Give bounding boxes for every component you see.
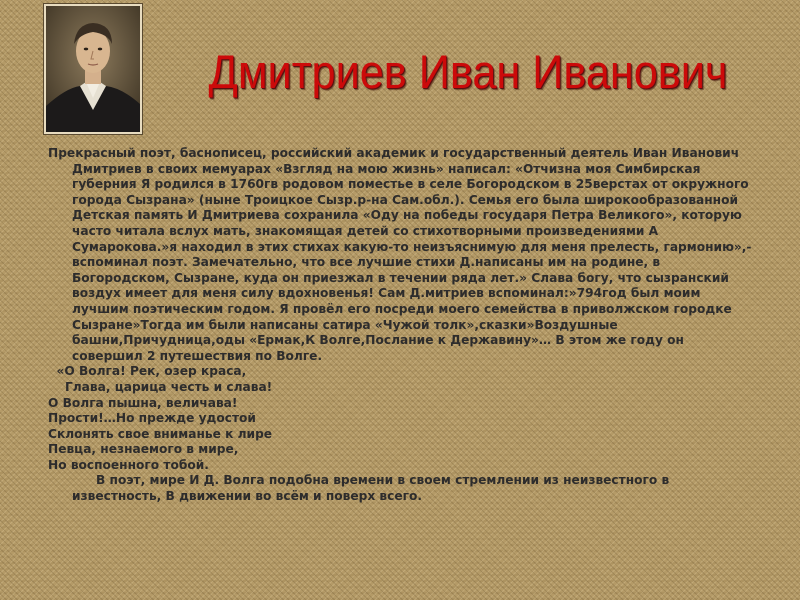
- poem-line: О Волга пышна, величава!: [48, 395, 238, 410]
- poem-line: Певца, незнаемого в мире,: [48, 442, 239, 457]
- poem-line: Глава, царица честь и слава!: [48, 379, 273, 394]
- biography-paragraph: Прекрасный поэт, баснописец, российский академик и государственный деятель Иван Иванович Дмитриев в своих мемуарах «Взгляд на мою жизнь» написал: «Отчизна моя Симбирская губерния Я родился в 1760гв родовом поместье в селе Богородском в 25верстах от окружного города Сызрана» (ныне Троицкое Сызр.р-на Сам.обл.). Семья его была широкообразованной Детская память И Дмитриева сохранила «Оду на победы государя Петра Великого», которую часто читала вслух мать, знакомящая детей со стихотворными произведениями А Сумарокова.»я находил в этих стихах какую-то неизъяснимую для меня прелесть, гармонию»,-вспоминал поэт. Замечательно, что все лучшие стихи Д.написаны им на родине, в Богородском, Сызране, куда он приезжал в течении ряда лет.» Слава богу, что сызранский воздух имеет для меня силу вдохновенья! Сам Д.митриев вспоминал:»794год был моим лучшим поэтическим годом. Я провёл его посреди моего семейства в приволжском городке Сызране»Тогда им были написаны сатира «Чужой толк»,сказки»Воздушные башни,Причудница,оды «Ермак,К Волге,Послание к Державину»… В этом же году он совершил 2 путешествия по Волге.: [48, 146, 752, 363]
- slide-title: Дмитриев Иван Иванович: [208, 45, 728, 98]
- slide-body: [48, 146, 758, 505]
- poem-line: Прости!…Но прежде удостой: [48, 411, 256, 426]
- poem-line: Склонять свое вниманье к лире: [48, 426, 273, 441]
- poem-block: [48, 364, 758, 473]
- portrait-drawing: [46, 6, 140, 132]
- portrait-image: [44, 4, 142, 134]
- poem-line: «О Волга! Рек, озер краса,: [48, 364, 247, 379]
- closing-paragraph: В поэт, мире И Д. Волга подобна времени в своем стремлении из неизвестного в известность, В движении во всём и поверх всего.: [72, 473, 670, 504]
- poem-line: Но воспоенного тобой.: [48, 457, 209, 472]
